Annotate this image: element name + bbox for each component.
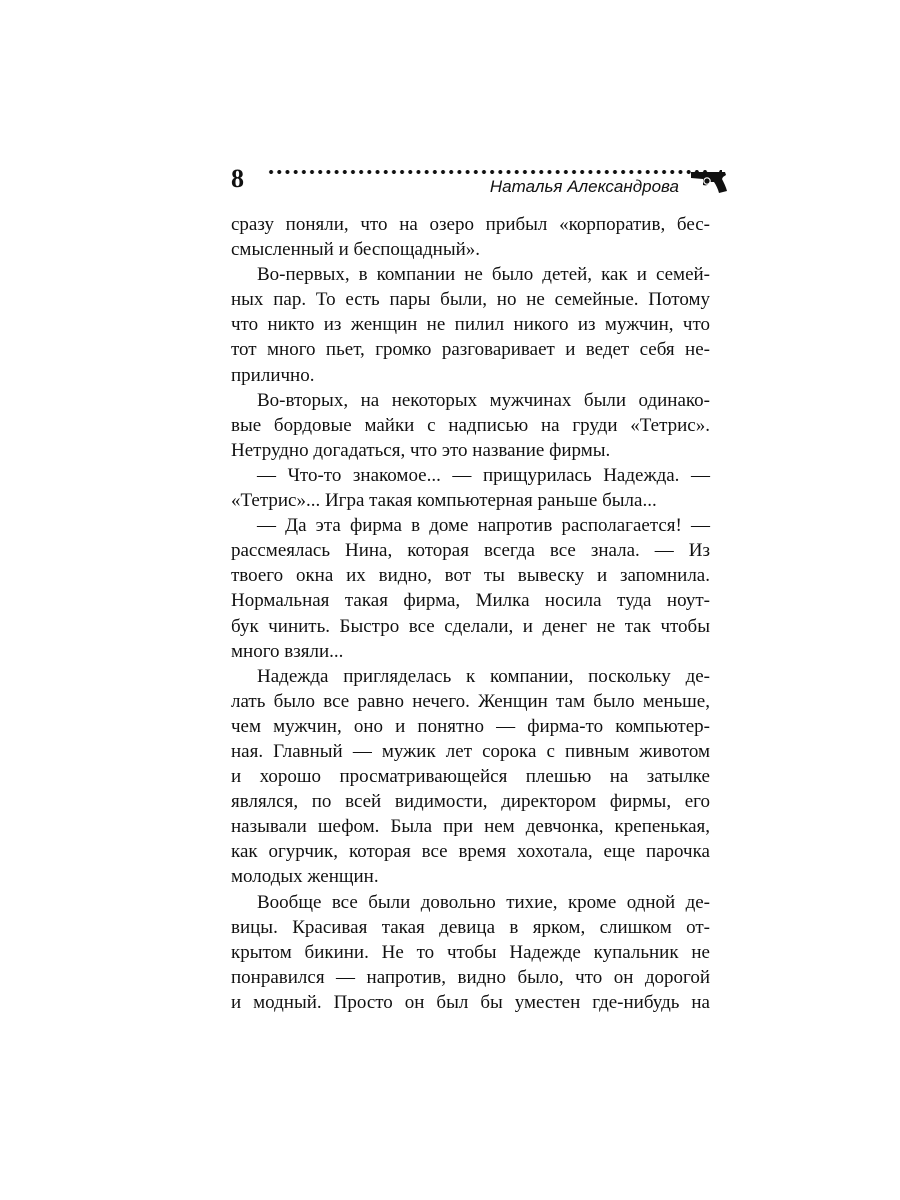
text-line: твоего окна их видно, вот ты вывеску и запомнила. [231, 565, 710, 587]
text-line: смысленный и беспощадный». [231, 239, 481, 261]
text-line: рассмеялась Нина, которая всегда все знала. — Из [231, 540, 710, 562]
text-line: что никто из женщин не пилил никого из мужчин, что [231, 314, 710, 336]
text-line: сразу поняли, что на озеро прибыл «корпоратив, бес- [231, 214, 710, 235]
paragraph [231, 262, 710, 387]
paragraph [231, 463, 710, 513]
author-name: Наталья Александрова [489, 177, 679, 196]
text-line: молодых женщин. [231, 866, 379, 888]
paragraph [231, 513, 710, 664]
text-line: Надежда пригляделась к компании, поскольку де- [257, 665, 710, 687]
text-line: — Да эта фирма в доме напротив располагается! — [257, 515, 710, 537]
text-line: и модный. Просто он был бы уместен где-нибудь на [231, 991, 710, 1013]
text-line: ная. Главный — мужик лет сорока с пивным животом [231, 740, 710, 762]
text-line: вицы. Красивая такая девица в ярком, слишком от- [231, 916, 710, 938]
paragraph [231, 212, 710, 262]
text-line: как огурчик, которая все время хохотала, еще парочка [231, 841, 710, 863]
paragraph [231, 890, 710, 1015]
text-line: прилично. [231, 364, 315, 386]
running-header [231, 160, 731, 202]
dotted-rule [267, 169, 711, 175]
text-line: ных пар. То есть пары были, но не семейные. Потому [231, 289, 710, 311]
text-line: Нетрудно догадаться, что это название фирмы. [231, 439, 611, 461]
text-line: Во-вторых, на некоторых мужчинах были одинако- [257, 389, 710, 411]
text-line: много взяли... [231, 640, 344, 662]
text-line: Вообще все были довольно тихие, кроме одной де- [257, 891, 710, 913]
text-line: «Тетрис»... Игра такая компьютерная раньше была... [231, 490, 657, 512]
text-line: понравился — напротив, видно было, что он дорогой [231, 966, 710, 988]
text-line: называли шефом. Была при нем девчонка, крепенькая, [231, 816, 710, 838]
text-line: чем мужчин, оно и понятно — фирма-то компьютер- [231, 715, 710, 737]
body-text [231, 212, 710, 1015]
text-line: тот много пьет, громко разговаривает и ведет себя не- [231, 339, 710, 361]
text-line: Во-первых, в компании не было детей, как и семей- [257, 264, 710, 286]
paragraph [231, 388, 710, 463]
text-line: — Что-то знакомое... — прищурилась Надежда. — [257, 464, 710, 486]
text-line: вые бордовые майки с надписью на груди «Тетрис». [231, 414, 710, 436]
text-line: лать было все равно нечего. Женщин там было меньше, [231, 690, 710, 712]
page-number: 8 [231, 164, 244, 193]
revolver-icon [689, 166, 729, 194]
text-line: являлся, по всей видимости, директором фирмы, его [231, 791, 710, 813]
text-line: крытом бикини. Не то чтобы Надежде купальник не [231, 941, 710, 963]
text-line: и хорошо просматривающейся плешью на затылке [231, 766, 710, 788]
paragraph [231, 664, 710, 890]
text-line: бук чинить. Быстро все сделали, и денег не так чтобы [231, 615, 710, 637]
text-line: Нормальная такая фирма, Милка носила туда ноут- [231, 590, 710, 612]
